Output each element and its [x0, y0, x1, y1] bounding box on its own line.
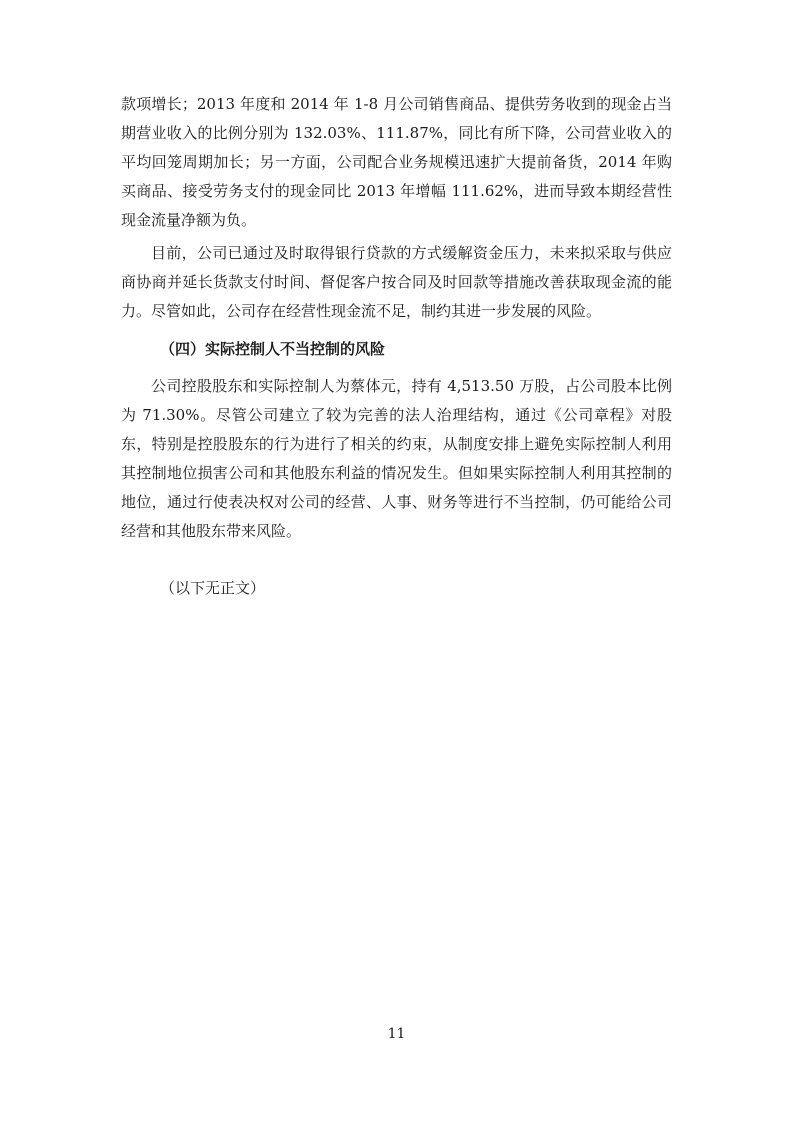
end-of-text-note: （以下无正文） — [160, 579, 266, 597]
paragraph-cash-flow-measures: 目前，公司已通过及时取得银行贷款的方式缓解资金压力，未来拟采取与供应商协商并延长货款支付时间、督促客户按合同及时回款等措施改善获取现金流的能力。尽管如此，公司存在经营性现金流不足，制约其进一步发展的风险。 — [121, 244, 672, 320]
paragraph-controller-risk: 公司控股股东和实际控制人为蔡体元，持有 4,513.50 万股，占公司股本比例为 71.30%。尽管公司建立了较为完善的法人治理结构，通过《公司章程》对股东，特别是控股股东的行为进行了相关的约束，从制度安排上避免实际控制人利用其控制地位损害公司和其他股东利益的情况发生。但如果实际控制人利用其控制的地位，通过行使表决权对公司的经营、人事、财务等进行不当控制，仍可能给公司经营和其他股东带来风险。 — [121, 377, 672, 540]
paragraph-cash-flow-explanation: 款项增长；2013 年度和 2014 年 1-8 月公司销售商品、提供劳务收到的现金占当期营业收入的比例分别为 132.03%、111.87%，同比有所下降，公司营业收入的平均回笼周期加长；另一方面，公司配合业务规模迅速扩大提前备货，2014 年购买商品、接受劳务支付的现金同比 2013 年增幅 111.62%，进而导致本期经营性现金流量净额为负。 — [121, 95, 672, 229]
section-heading: （四）实际控制人不当控制的风险 — [160, 340, 386, 358]
page-number: 11 — [387, 1026, 406, 1042]
